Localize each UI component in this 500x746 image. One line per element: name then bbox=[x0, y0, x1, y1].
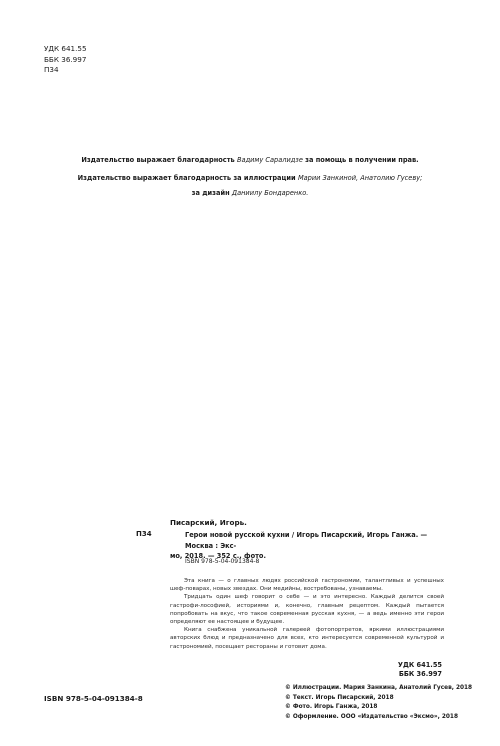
ack-name: Марии Занкиной, Анатолию Гусеву; bbox=[297, 174, 423, 182]
card-abstract bbox=[170, 577, 444, 651]
card-isbn: ISBN 978-5-04-091384-8 bbox=[185, 558, 260, 565]
classification-block bbox=[44, 44, 87, 76]
copyright-line: © Оформление. ООО «Издательство «Эксмо», 2018 bbox=[285, 713, 458, 720]
ack-prefix: Издательство выражает благодарность за иллюстрации bbox=[77, 174, 298, 182]
card-classification bbox=[398, 661, 442, 679]
copyright-block bbox=[285, 684, 472, 722]
card-bbk: ББК 36.997 bbox=[398, 670, 442, 678]
udk-code: УДК 641.55 bbox=[44, 44, 87, 53]
card-title-line2: мо, 2018. — 352 с., фото. bbox=[170, 552, 266, 560]
abstract-paragraph: Эта книга — о главных людях российской гастрономии, талантливых и успешных шеф-поварах, новых звездах. Они медийны, востребованы, узнаваемы. bbox=[170, 578, 444, 593]
card-udk: УДК 641.55 bbox=[397, 661, 442, 669]
acknowledgement-design bbox=[0, 187, 500, 199]
card-title-line1: Герои новой русской кухни / Игорь Писарский, Игорь Ганжа. — Москва : Экс- bbox=[185, 531, 428, 550]
acknowledgement-illustrations bbox=[0, 172, 500, 184]
abstract-paragraph: Книга снабжена уникальной галереей фотопортретов, яркими иллюстрациями авторских блюд и предназначено для всех, кто интересуется современной культурой и гастрономией, посещает рестораны и готовит дома. bbox=[170, 627, 444, 650]
bbk-code: ББК 36.997 bbox=[44, 54, 87, 64]
copyright-line: © Текст. Игорь Писарский, 2018 bbox=[285, 694, 394, 701]
ack-name: Вадиму Саралидзе bbox=[237, 156, 303, 164]
copyright-line: © Иллюстрации. Мария Занкина, Анатолий Гусев, 2018 bbox=[285, 685, 473, 691]
isbn-footer: ISBN 978-5-04-091384-8 bbox=[44, 694, 143, 703]
acknowledgement-rights bbox=[0, 154, 500, 166]
card-author: Писарский, Игорь. bbox=[170, 518, 247, 527]
card-author-code: П34 bbox=[136, 530, 152, 538]
ack-prefix: Издательство выражает благодарность bbox=[81, 156, 237, 164]
copyright-line: © Фото. Игорь Ганжа, 2018 bbox=[285, 704, 378, 711]
ack-prefix: за дизайн bbox=[191, 189, 232, 197]
card-bibliographic-description bbox=[170, 530, 445, 562]
abstract-paragraph: Тридцать один шеф говорит о себе — и это интересно. Каждый делится своей гастрофи-лософией, историями и, конечно, главным рецептом. Каждый пытается попробовать на вкус, что такое современная русская кухня, — а ведь именно эти герои определяют ее настоящее и будущее. bbox=[170, 594, 444, 626]
ack-suffix: за помощь в получении прав. bbox=[302, 156, 419, 164]
ack-name: Даниилу Бондаренко. bbox=[231, 189, 309, 197]
author-code: П34 bbox=[44, 65, 59, 74]
